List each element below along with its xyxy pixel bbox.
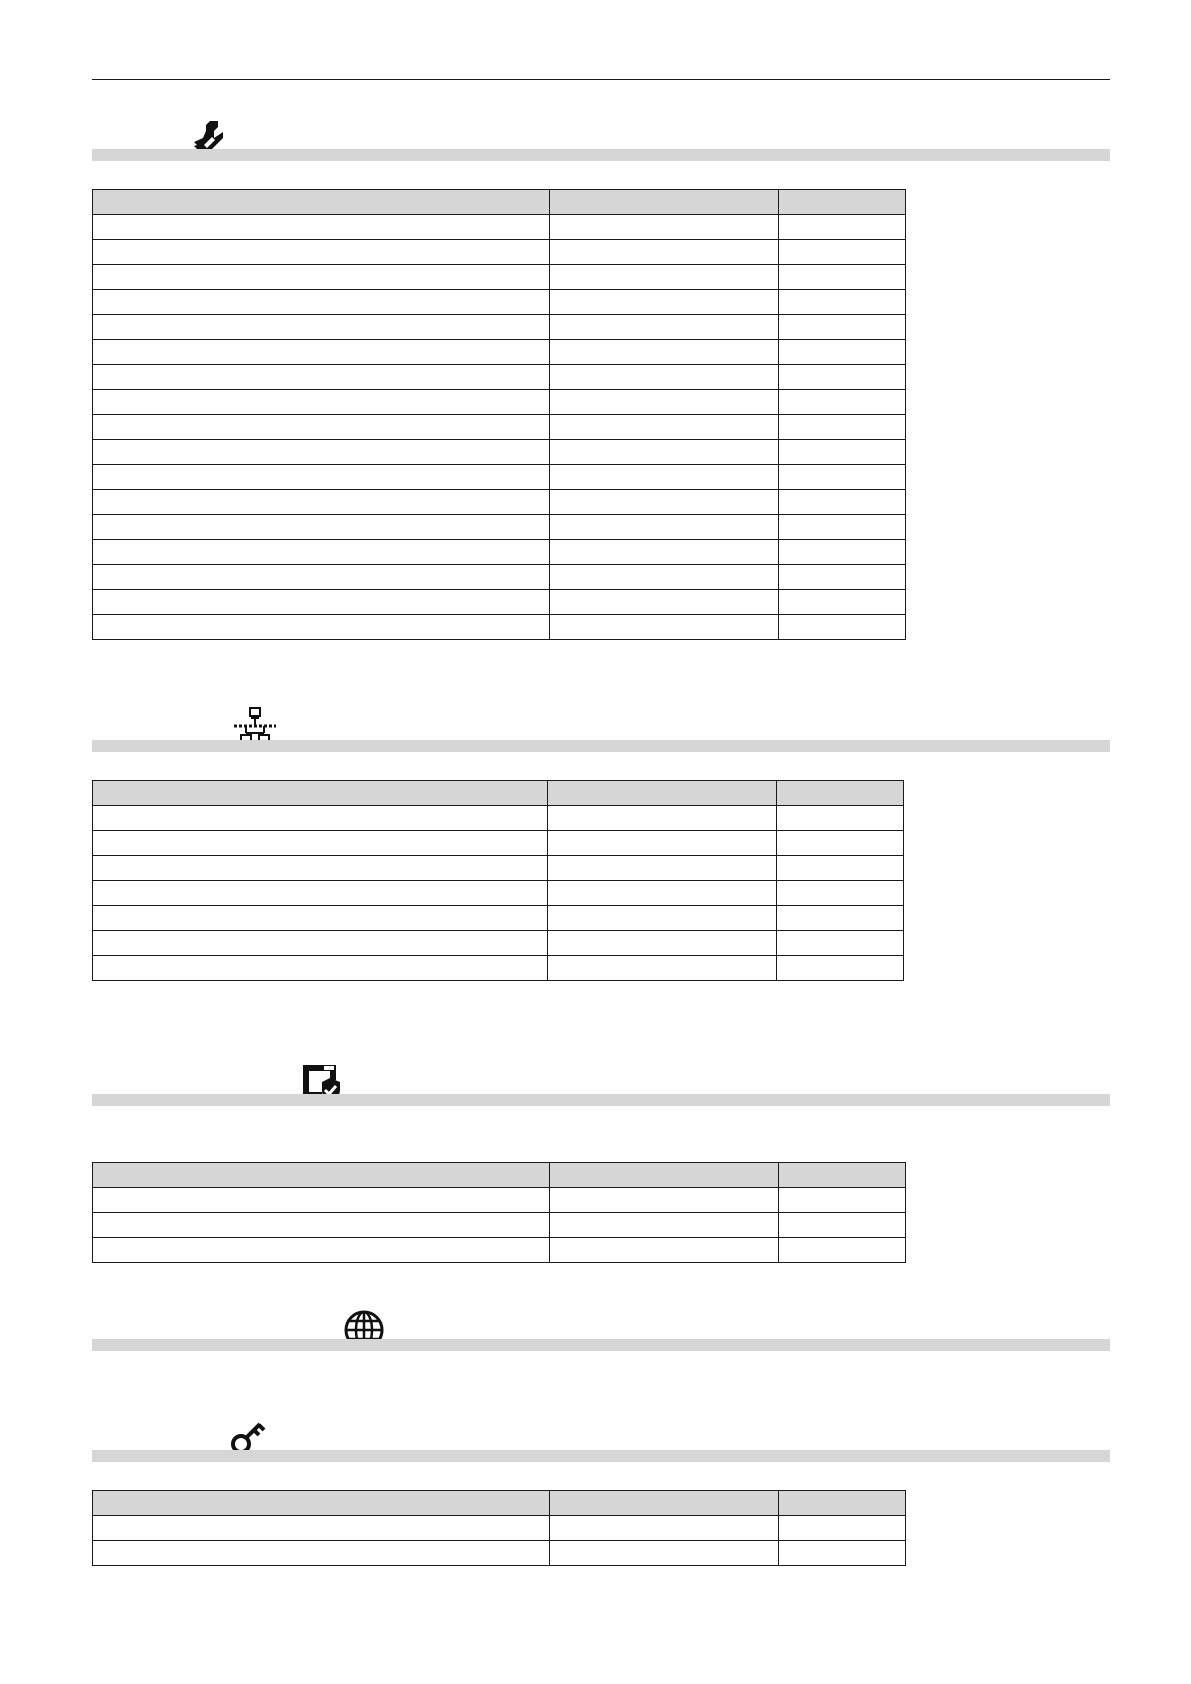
table-cell <box>548 806 777 831</box>
header-rule <box>92 79 1110 80</box>
table-cell <box>548 881 777 906</box>
table-cell <box>777 806 904 831</box>
table-row <box>93 540 906 565</box>
table-cell <box>93 1541 550 1566</box>
table-cell <box>779 1238 906 1263</box>
table-header-row <box>93 190 906 215</box>
table-row <box>93 515 906 540</box>
table-cell <box>93 240 550 265</box>
table-cell <box>550 1541 779 1566</box>
table-cell <box>93 515 550 540</box>
table-cell <box>779 1516 906 1541</box>
table-cell <box>550 340 779 365</box>
table-row <box>93 240 906 265</box>
table-cell <box>93 590 550 615</box>
table-admin <box>92 189 906 640</box>
table-cell <box>548 956 777 981</box>
table-cell <box>93 540 550 565</box>
table-header-row <box>93 1491 906 1516</box>
table-row <box>93 806 904 831</box>
table-cell <box>550 315 779 340</box>
table-cell <box>93 365 550 390</box>
table-row <box>93 440 906 465</box>
table-cell <box>93 440 550 465</box>
table-cell <box>93 415 550 440</box>
table-cell <box>779 365 906 390</box>
table-cell <box>93 1238 550 1263</box>
table-cell <box>779 540 906 565</box>
table-row <box>93 931 904 956</box>
table-cell <box>550 265 779 290</box>
table-row <box>93 465 906 490</box>
column-header <box>550 1491 779 1516</box>
table-cell <box>93 565 550 590</box>
section-bar-security <box>92 1094 1110 1106</box>
table-cell <box>93 465 550 490</box>
table-cell <box>93 265 550 290</box>
table-cell <box>550 240 779 265</box>
table-cell <box>550 515 779 540</box>
table-cell <box>779 1188 906 1213</box>
table-cell <box>779 315 906 340</box>
section-bar-network <box>92 740 1110 752</box>
table-row <box>93 956 904 981</box>
table-cell <box>779 615 906 640</box>
table-cell <box>777 831 904 856</box>
table-cell <box>779 1541 906 1566</box>
table-cell <box>779 215 906 240</box>
table-cell <box>93 806 548 831</box>
table-cell <box>550 1516 779 1541</box>
table-cell <box>93 290 550 315</box>
table-cell <box>779 415 906 440</box>
table-row <box>93 1238 906 1263</box>
table-row <box>93 1541 906 1566</box>
table-cell <box>550 1238 779 1263</box>
table-row <box>93 315 906 340</box>
table-cell <box>550 540 779 565</box>
column-header <box>93 190 550 215</box>
table-row <box>93 490 906 515</box>
table-cell <box>93 1188 550 1213</box>
table-network <box>92 780 904 981</box>
column-header <box>550 1163 779 1188</box>
table-security <box>92 1162 906 1263</box>
table-cell <box>777 881 904 906</box>
table-cell <box>93 881 548 906</box>
column-header <box>93 781 548 806</box>
section-bar-web <box>92 1339 1110 1351</box>
table-cell <box>779 515 906 540</box>
table-row <box>93 1213 906 1238</box>
table-cell <box>779 265 906 290</box>
table-cell <box>93 906 548 931</box>
section-bar-admin <box>92 149 1110 161</box>
table-cell <box>548 931 777 956</box>
table-cell <box>93 390 550 415</box>
table-cell <box>93 490 550 515</box>
table-row <box>93 565 906 590</box>
table-row <box>93 290 906 315</box>
table-row <box>93 881 904 906</box>
table-cell <box>548 906 777 931</box>
table-cell <box>777 856 904 881</box>
table-cell <box>548 831 777 856</box>
table-cell <box>93 315 550 340</box>
table-cell <box>779 490 906 515</box>
column-header <box>779 1163 906 1188</box>
table-cell <box>550 1213 779 1238</box>
column-header <box>548 781 777 806</box>
table-cell <box>550 365 779 390</box>
column-header <box>779 1491 906 1516</box>
table-row <box>93 856 904 881</box>
table-row <box>93 590 906 615</box>
table-row <box>93 1188 906 1213</box>
table-cell <box>550 440 779 465</box>
table-cell <box>550 465 779 490</box>
table-cell <box>93 615 550 640</box>
table-cell <box>93 1516 550 1541</box>
table-row <box>93 415 906 440</box>
column-header <box>550 190 779 215</box>
table-row <box>93 215 906 240</box>
table-row <box>93 390 906 415</box>
column-header <box>93 1491 550 1516</box>
table-cell <box>779 240 906 265</box>
table-cell <box>550 565 779 590</box>
table-cell <box>550 290 779 315</box>
table-row <box>93 265 906 290</box>
table-cell <box>777 931 904 956</box>
table-cell <box>779 465 906 490</box>
table-cell <box>779 290 906 315</box>
table-cell <box>777 906 904 931</box>
table-cell <box>550 1188 779 1213</box>
column-header <box>777 781 904 806</box>
table-cell <box>93 931 548 956</box>
table-header-row <box>93 781 904 806</box>
table-cell <box>550 390 779 415</box>
table-cell <box>779 1213 906 1238</box>
table-row <box>93 340 906 365</box>
table-cell <box>93 856 548 881</box>
table-cell <box>779 390 906 415</box>
table-cell <box>550 490 779 515</box>
table-cell <box>93 956 548 981</box>
table-cell <box>779 590 906 615</box>
table-row <box>93 1516 906 1541</box>
column-header <box>779 190 906 215</box>
table-key <box>92 1490 906 1566</box>
table-cell <box>779 340 906 365</box>
table-cell <box>548 856 777 881</box>
table-cell <box>777 956 904 981</box>
table-cell <box>779 440 906 465</box>
table-cell <box>550 215 779 240</box>
table-row <box>93 906 904 931</box>
table-cell <box>779 565 906 590</box>
table-cell <box>550 615 779 640</box>
table-row <box>93 365 906 390</box>
table-cell <box>93 215 550 240</box>
table-row <box>93 615 906 640</box>
table-cell <box>550 415 779 440</box>
table-cell <box>93 340 550 365</box>
section-bar-key <box>92 1450 1110 1462</box>
table-cell <box>550 590 779 615</box>
table-row <box>93 831 904 856</box>
table-cell <box>93 831 548 856</box>
column-header <box>93 1163 550 1188</box>
table-cell <box>93 1213 550 1238</box>
table-header-row <box>93 1163 906 1188</box>
